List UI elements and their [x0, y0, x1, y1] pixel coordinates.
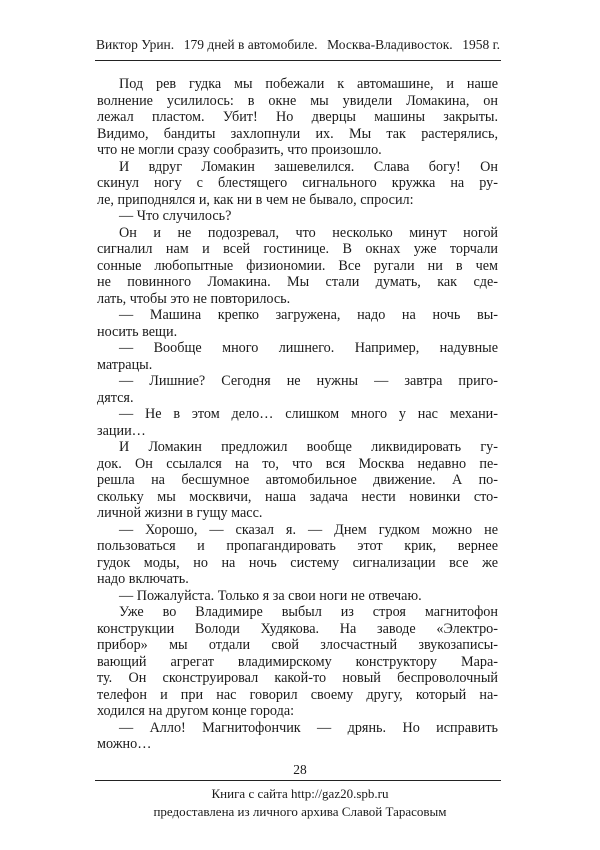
- text-line: ходился на другом конце города:: [97, 703, 295, 719]
- text-line: док. Он ссылался на то, что вся Москва недавно пе-: [97, 455, 498, 472]
- footer-rule: [95, 780, 501, 781]
- text-line: сонные любопытные физиономии. Все ругали ни в чем: [97, 257, 498, 274]
- text-line: — Вообще много лишнего. Например, надувные: [119, 340, 498, 356]
- text-line: Видимо, бандиты захлопнули их. Мы так растерялись,: [97, 125, 498, 142]
- text-line: волнение усилилось: в окне мы увидели Ломакина, он: [97, 92, 498, 109]
- text-line: дятся.: [97, 389, 134, 406]
- text-line: лежал пластом. Убит! Но дверцы машины закрыты.: [97, 109, 498, 125]
- text-line: И Ломакин предложил вообще ликвидировать гу-: [119, 439, 498, 455]
- text-line: личной жизни в гущу масс.: [97, 505, 263, 521]
- text-line: ту. Он сконструировал какой-то новый беспроволочный: [97, 670, 498, 686]
- text-line: — Пожалуйста. Только я за свои ноги не отвечаю.: [119, 587, 422, 604]
- text-line: пользоваться и пропагандировать этот крик, вернее: [97, 538, 498, 554]
- header-rule: [95, 60, 501, 61]
- text-line: лать, чтобы это не повторилось.: [97, 290, 291, 307]
- header-year: 1958 г.: [462, 37, 500, 52]
- running-header: [96, 37, 500, 53]
- text-line: — Что случилось?: [119, 208, 232, 224]
- page-number: 28: [293, 762, 307, 777]
- text-line: телефон и при нас говорил своему другу, который на-: [97, 686, 498, 703]
- text-line: ле, приподнялся и, как ни в чем не бывало, спросил:: [97, 191, 414, 208]
- text-line: вающий агрегат владимирскому конструктору Мара-: [97, 653, 498, 670]
- text-line: решла на бесшумное автомобильное движение. А по-: [97, 472, 498, 488]
- text-line: матрацы.: [97, 356, 153, 373]
- footer-credit: предоставлена из личного архива Славой Тарасовым: [153, 804, 447, 819]
- text-line: Он и не подозревал, что несколько минут ногой: [119, 224, 498, 241]
- header-author: Виктор Урин.: [96, 37, 175, 52]
- text-line: Уже во Владимире выбыл из строя магнитофон: [119, 604, 498, 620]
- text-line: можно…: [97, 736, 152, 752]
- text-line: скольку мы москвичи, наша задача нести новинки сто-: [97, 488, 498, 505]
- text-line: — Алло! Магнитофончик — дрянь. Но исправить: [119, 719, 498, 736]
- text-line: конструкции Володи Худякова. На заводе «Электро-: [97, 620, 498, 637]
- body-text: [97, 76, 498, 753]
- text-line: прибор» мы отдали свой злосчастный звукозаписы-: [97, 637, 498, 653]
- text-line: надо включать.: [97, 571, 189, 587]
- header-route: Москва-Владивосток.: [327, 37, 453, 52]
- text-line: — Хорошо, — сказал я. — Днем гудком можно не: [119, 521, 498, 538]
- text-line: И вдруг Ломакин зашевелился. Слава богу! Он: [119, 158, 498, 175]
- text-line: — Не в этом дело… слишком много у нас механи-: [119, 406, 498, 422]
- header-title: 179 дней в автомобиле.: [183, 37, 318, 52]
- text-line: скинул ногу с блестящего сигнального кружка на ру-: [97, 175, 498, 191]
- text-line: гудок моды, но на ночь систему сигнализации все же: [97, 554, 498, 571]
- text-line: — Машина крепко загружена, надо на ночь вы-: [119, 307, 498, 323]
- text-line: зации…: [97, 422, 146, 439]
- text-line: — Лишние? Сегодня не нужны — завтра приго-: [119, 373, 498, 389]
- text-line: что не могли сразу сообразить, что произошло.: [97, 142, 382, 158]
- footer-source: Книга с сайта http://gaz20.spb.ru: [211, 786, 389, 801]
- text-line: сигналил нам и всей гостинице. В окнах уже торчали: [97, 241, 498, 257]
- text-line: не повинного Ломакина. Мы стали думать, как сде-: [97, 274, 498, 290]
- text-line: носить вещи.: [97, 323, 178, 340]
- text-line: Под рев гудка мы побежали к автомашине, и наше: [119, 76, 498, 92]
